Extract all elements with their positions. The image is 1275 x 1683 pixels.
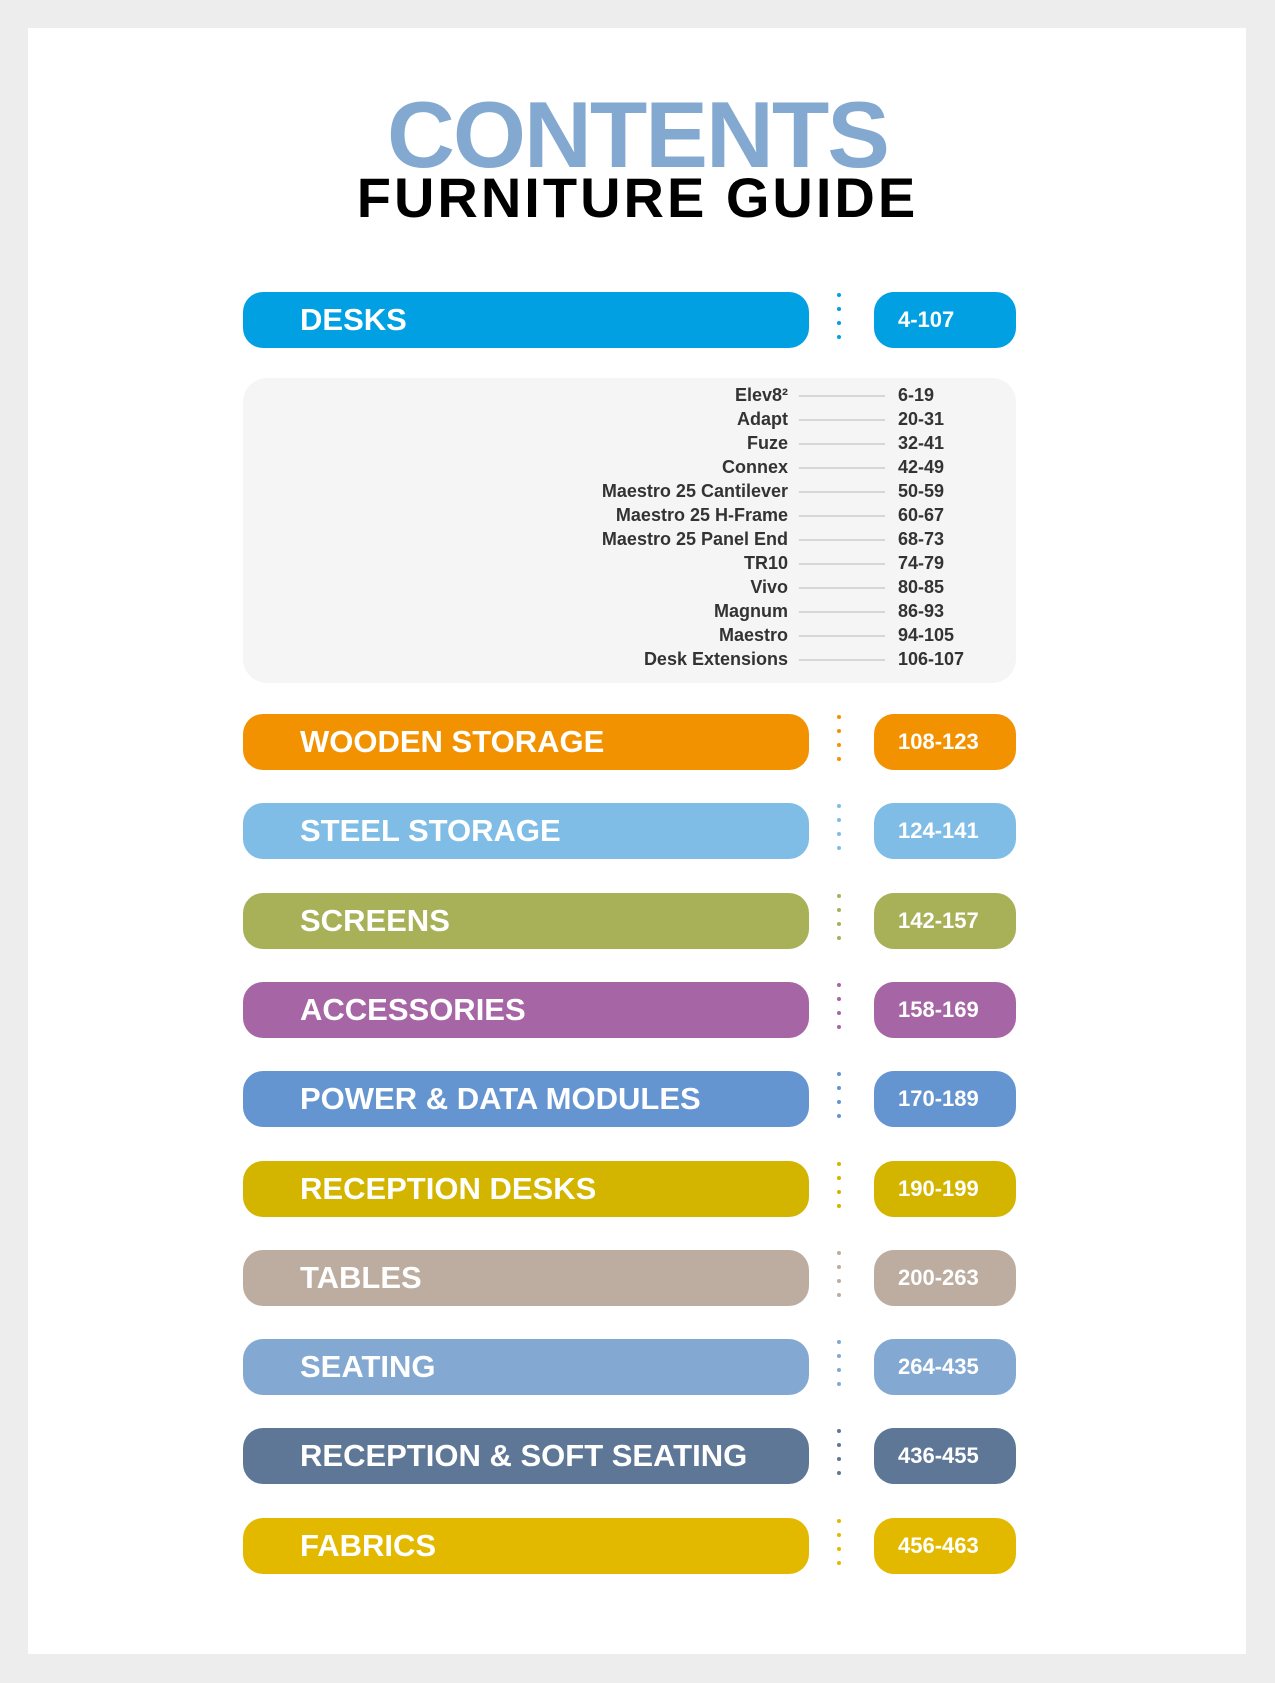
- section-pages-accessories[interactable]: 158-169: [874, 982, 1016, 1038]
- subsection-name: Maestro 25 Cantilever: [601, 481, 788, 501]
- leader-line: [799, 419, 885, 421]
- subsection-name: TR10: [743, 553, 788, 573]
- subsection-row[interactable]: [243, 455, 1016, 479]
- subsection-name: Maestro 25 H-Frame: [615, 505, 788, 525]
- subsection-pages: 106-107: [898, 649, 965, 669]
- dotted-divider: [837, 804, 841, 862]
- leader-line: [799, 587, 885, 589]
- section-reception-soft-seating[interactable]: RECEPTION & SOFT SEATING: [243, 1428, 809, 1484]
- subsection-name: Magnum: [714, 601, 788, 621]
- subsection-pages: 6-19: [898, 385, 935, 405]
- dotted-divider: [837, 894, 841, 952]
- subsection-pages: 68-73: [898, 529, 945, 549]
- subsection-name: Fuze: [746, 433, 788, 453]
- subsection-pages: 74-79: [898, 553, 945, 573]
- subsection-name: Maestro: [718, 625, 788, 645]
- subsection-name: Elev8²: [734, 385, 788, 405]
- section-accessories[interactable]: ACCESSORIES: [243, 982, 809, 1038]
- subsection-pages: 80-85: [898, 577, 945, 597]
- subsection-row[interactable]: [243, 503, 1016, 527]
- dotted-divider: [837, 1162, 841, 1220]
- subsection-name: Desk Extensions: [643, 649, 788, 669]
- subsection-row[interactable]: [243, 623, 1016, 647]
- page-subtitle: FURNITURE GUIDE: [356, 166, 919, 229]
- section-pages-reception-desks[interactable]: 190-199: [874, 1161, 1016, 1217]
- dotted-divider: [837, 1340, 841, 1398]
- dotted-divider: [837, 1251, 841, 1309]
- dotted-divider: [837, 715, 841, 773]
- subsection-pages: 60-67: [898, 505, 945, 525]
- dotted-divider: [837, 293, 841, 351]
- section-pages-fabrics[interactable]: 456-463: [874, 1518, 1016, 1574]
- section-pages-power-data-modules[interactable]: 170-189: [874, 1071, 1016, 1127]
- section-reception-desks[interactable]: RECEPTION DESKS: [243, 1161, 809, 1217]
- subsection-row[interactable]: [243, 647, 1016, 671]
- dotted-divider: [837, 1519, 841, 1577]
- section-pages-tables[interactable]: 200-263: [874, 1250, 1016, 1306]
- subsection-pages: 42-49: [898, 457, 945, 477]
- leader-line: [799, 635, 885, 637]
- section-wooden-storage[interactable]: WOODEN STORAGE: [243, 714, 809, 770]
- subsection-row[interactable]: [243, 431, 1016, 455]
- section-power-data-modules[interactable]: POWER & DATA MODULES: [243, 1071, 809, 1127]
- subsection-pages: 32-41: [898, 433, 945, 453]
- leader-line: [799, 515, 885, 517]
- section-pages-screens[interactable]: 142-157: [874, 893, 1016, 949]
- leader-line: [799, 539, 885, 541]
- subsection-row[interactable]: [243, 599, 1016, 623]
- leader-line: [799, 659, 885, 661]
- subsection-name: Maestro 25 Panel End: [601, 529, 788, 549]
- section-desks[interactable]: DESKS: [243, 292, 809, 348]
- section-pages-reception-soft-seating[interactable]: 436-455: [874, 1428, 1016, 1484]
- subsection-name: Adapt: [737, 409, 788, 429]
- leader-line: [799, 563, 885, 565]
- leader-line: [799, 395, 885, 397]
- subsection-row[interactable]: [243, 479, 1016, 503]
- leader-line: [799, 491, 885, 493]
- section-fabrics[interactable]: FABRICS: [243, 1518, 809, 1574]
- desks-subsection-list: [243, 378, 1016, 683]
- leader-line: [799, 443, 885, 445]
- subsection-pages: 20-31: [898, 409, 945, 429]
- subsection-pages: 94-105: [898, 625, 955, 645]
- subsection-name: Connex: [721, 457, 788, 477]
- page-title: CONTENTS: [387, 82, 888, 187]
- subsection-row[interactable]: [243, 551, 1016, 575]
- subsection-pages: 86-93: [898, 601, 945, 621]
- section-seating[interactable]: SEATING: [243, 1339, 809, 1395]
- section-steel-storage[interactable]: STEEL STORAGE: [243, 803, 809, 859]
- subsection-name: Vivo: [750, 577, 788, 597]
- leader-line: [799, 467, 885, 469]
- dotted-divider: [837, 1429, 841, 1487]
- section-screens[interactable]: SCREENS: [243, 893, 809, 949]
- section-tables[interactable]: TABLES: [243, 1250, 809, 1306]
- section-pages-wooden-storage[interactable]: 108-123: [874, 714, 1016, 770]
- section-pages-seating[interactable]: 264-435: [874, 1339, 1016, 1395]
- subsection-row[interactable]: [243, 407, 1016, 431]
- dotted-divider: [837, 983, 841, 1041]
- subsection-row[interactable]: [243, 527, 1016, 551]
- leader-line: [799, 611, 885, 613]
- dotted-divider: [837, 1072, 841, 1130]
- subsection-pages: 50-59: [898, 481, 945, 501]
- section-pages-desks[interactable]: 4-107: [874, 292, 1016, 348]
- subsection-row[interactable]: [243, 575, 1016, 599]
- subsection-row[interactable]: [243, 383, 1016, 407]
- section-pages-steel-storage[interactable]: 124-141: [874, 803, 1016, 859]
